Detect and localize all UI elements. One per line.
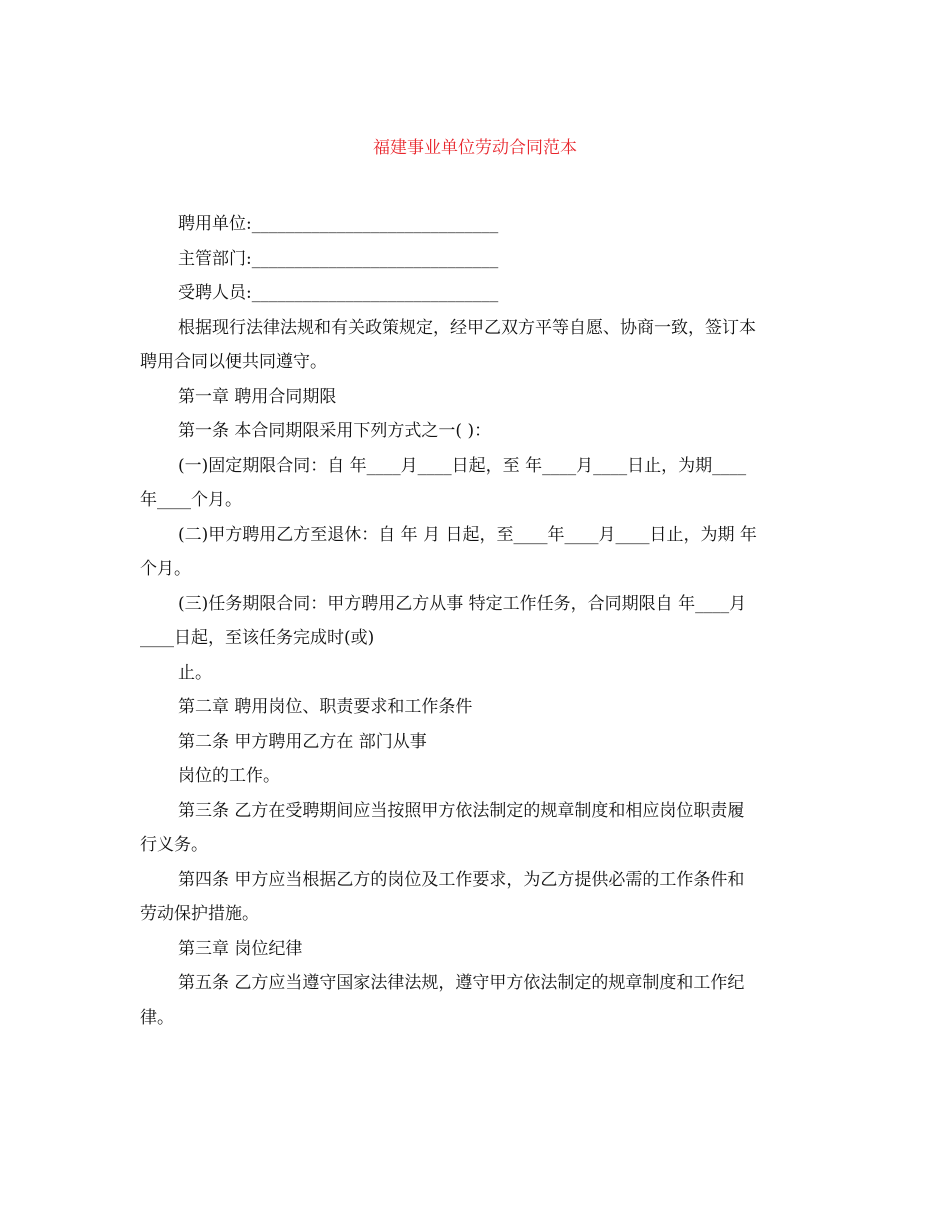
article-line: 第四条 甲方应当根据乙方的岗位及工作要求，为乙方提供必需的工作条件和	[178, 869, 745, 890]
chapter-heading: 第二章 聘用岗位、职责要求和工作条件	[178, 697, 473, 717]
chapter-heading: 第三章 岗位纪律	[178, 938, 303, 959]
paragraph-line: 年____个月。	[140, 490, 242, 510]
document-body	[140, 207, 812, 1035]
field-employee: 受聘人员:_____________________________	[178, 283, 499, 303]
paragraph-line: (二)甲方聘用乙方至退休：自 年 月 日起，至____年____月____日止，为期 年	[178, 524, 757, 545]
paragraph-line: 行义务。	[140, 835, 208, 855]
document-title: 福建事业单位劳动合同范本	[373, 138, 577, 158]
paragraph-line: (三)任务期限合同：甲方聘用乙方从事 特定工作任务，合同期限自 年____月	[178, 593, 747, 614]
article-line: 第一条 本合同期限采用下列方式之一( )：	[178, 421, 492, 441]
paragraph-line: 根据现行法律法规和有关政策规定，经甲乙双方平等自愿、协商一致，签订本	[178, 317, 756, 338]
paragraph-line: 个月。	[140, 559, 191, 579]
paragraph-line: 律。	[140, 1007, 174, 1028]
chapter-heading: 第一章 聘用合同期限	[178, 386, 337, 407]
paragraph-line: 聘用合同以便共同遵守。	[140, 352, 327, 372]
field-employer: 聘用单位:_____________________________	[178, 214, 499, 234]
paragraph-line: 岗位的工作。	[178, 766, 280, 786]
paragraph-line: 劳动保护措施。	[140, 904, 259, 924]
field-supervising-dept: 主管部门:_____________________________	[178, 248, 499, 269]
article-line: 第三条 乙方在受聘期间应当按照甲方依法制定的规章制度和相应岗位职责履	[178, 800, 745, 821]
paragraph-line: ____日起，至该任务完成时(或)	[140, 628, 375, 648]
paragraph-line: 止。	[178, 662, 212, 683]
article-line: 第五条 乙方应当遵守国家法律法规，遵守甲方依法制定的规章制度和工作纪	[178, 973, 745, 993]
paragraph-line: (一)固定期限合同：自 年____月____日起，至 年____月____日止，为期____	[178, 455, 747, 476]
article-line: 第二条 甲方聘用乙方在 部门从事	[178, 731, 427, 752]
